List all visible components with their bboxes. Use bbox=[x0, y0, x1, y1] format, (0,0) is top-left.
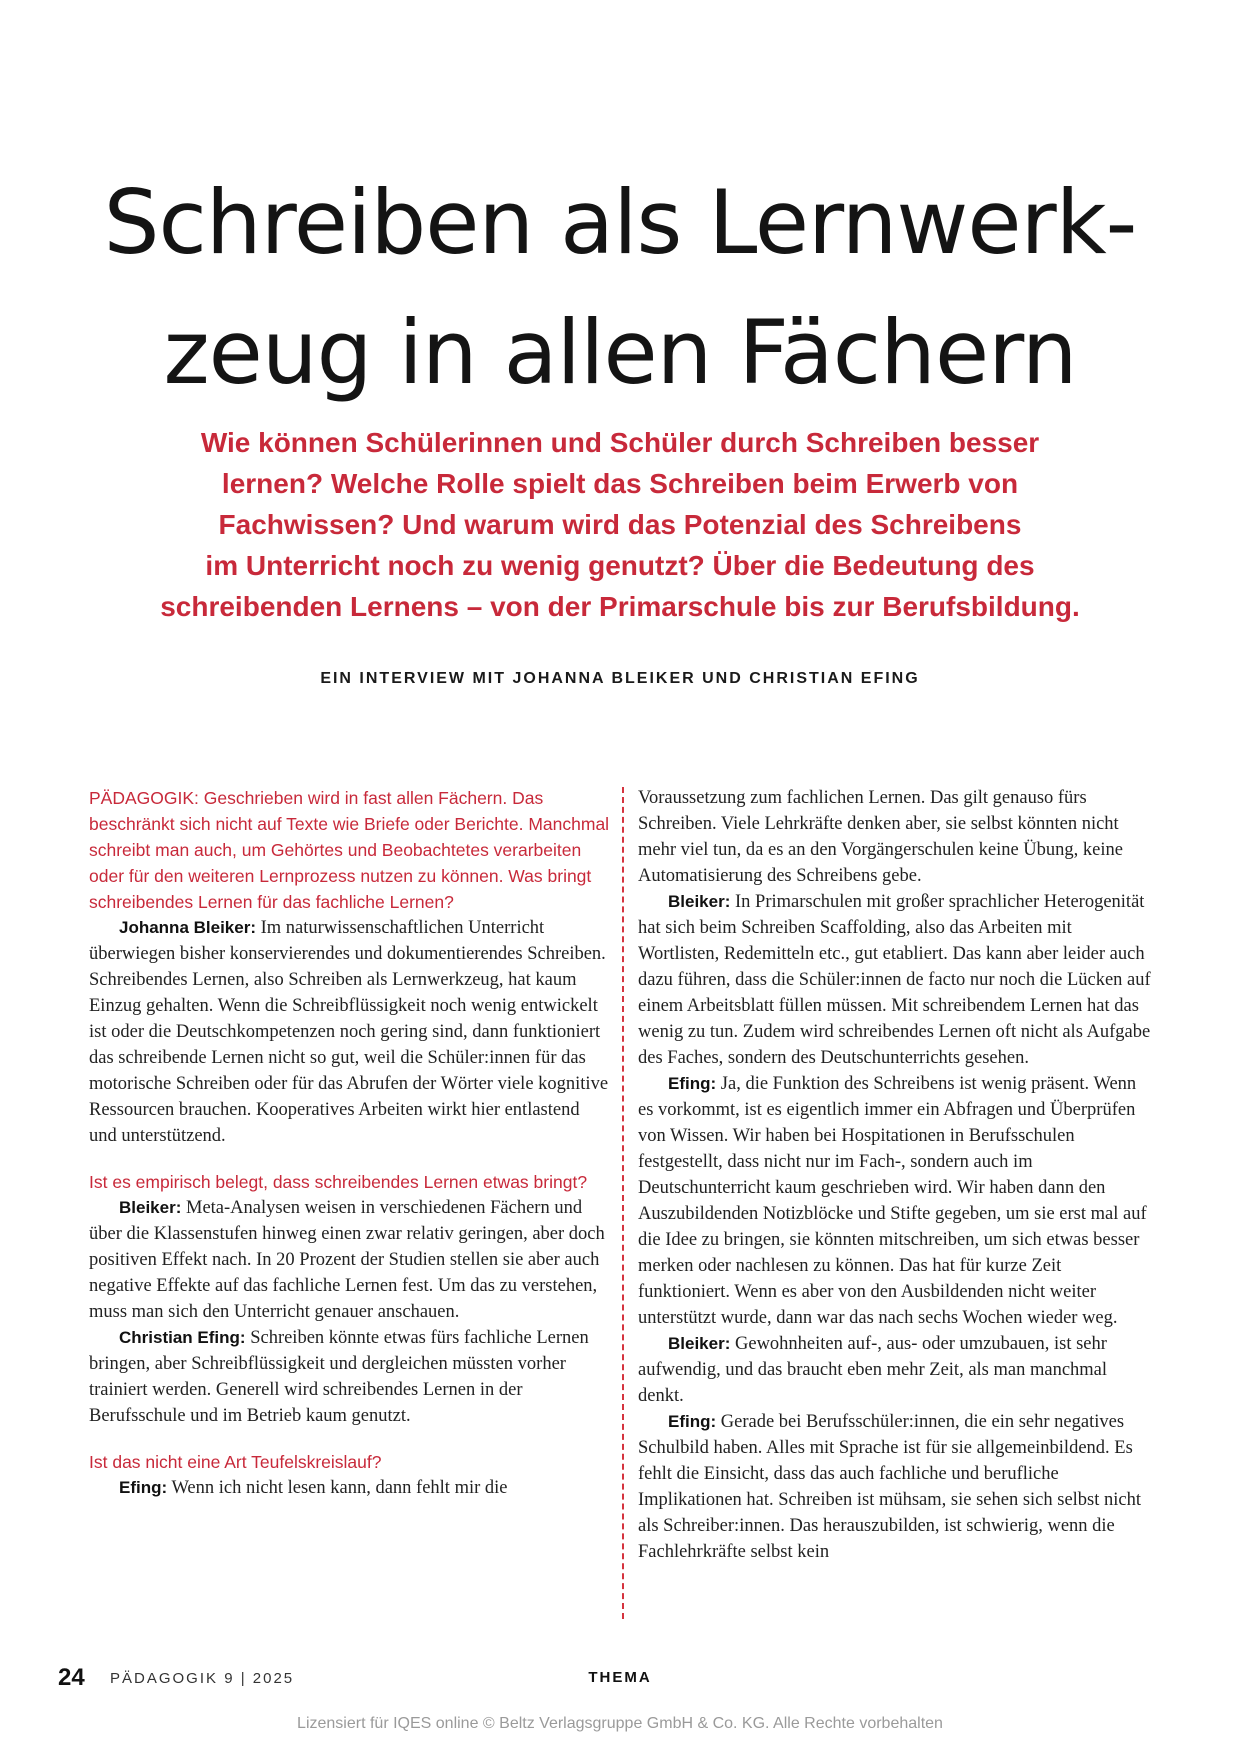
magazine-issue: PÄDAGOGIK 9 | 2025 bbox=[110, 1670, 295, 1687]
answer-text: In Primarschulen mit großer sprachlicher Heterogenität hat sich beim Schreiben Scaffolding, also das Arbeiten mit Wortlisten, Redemitteln etc., gut etabliert. Das kann aber leider auch dazu führen, dass die Schüler:innen de facto nur noch die Lücken auf einem Arbeitsblatt füllen müssen. Mit schreibendem Lernen hat das wenig zu tun. Zudem wird schreibendes Lernen oft nicht als Aufgabe des Faches, sondern des Deutschunterrichts gesehen. bbox=[638, 892, 1151, 1068]
answer-text: Gerade bei Berufsschüler:innen, die ein sehr negatives Schulbild haben. Alles mit Sprache ist für sie allgemeinbildend. Es fehlt die Einsicht, dass das auch fachliche und berufliche Implikationen hat. Schreiben ist mühsam, sie sehen sich selbst nicht als Schreiber:innen. Das herauszubilden, ist schwierig, wenn die Fachlehrkräfte selbst kein bbox=[638, 1412, 1142, 1562]
speaker-name: Efing: bbox=[668, 1074, 717, 1093]
page-number: 24 bbox=[58, 1664, 85, 1691]
interview-answer bbox=[89, 1475, 611, 1501]
speaker-name: Efing: bbox=[119, 1478, 168, 1497]
speaker-name: Bleiker: bbox=[668, 1334, 731, 1353]
answer-text: Gewohnheiten auf-, aus- oder umzubauen, ist sehr aufwendig, und das braucht eben mehr Zeit, als man manchmal denkt. bbox=[638, 1334, 1108, 1406]
interview-answer bbox=[638, 1071, 1153, 1331]
lead-line: Fachwissen? Und warum wird das Potenzial des Schreibens bbox=[218, 509, 1022, 540]
answer-text: Wenn ich nicht lesen kann, dann fehlt mir die bbox=[167, 1478, 508, 1498]
lead-line: Wie können Schülerinnen und Schüler durch Schreiben besser bbox=[200, 427, 1040, 458]
interview-question: PÄDAGOGIK: Geschrieben wird in fast allen Fächern. Das beschränkt sich nicht auf Texte wie Briefe oder Berichte. Manchmal schreibt man auch, um Gehörtes und Beobachtetes verarbeiten oder für den weiteren Lernprozess nutzen zu können. Was bringt schreibendes Lernen für das fachliche Lernen? bbox=[89, 788, 610, 912]
lead-line: schreibenden Lernens – von der Primarschule bis zur Berufsbildung. bbox=[160, 591, 1080, 622]
lead-paragraph bbox=[90, 422, 1150, 627]
article-title bbox=[0, 158, 1240, 418]
interview-answer: Voraussetzung zum fachlichen Lernen. Das gilt genauso fürs Schreiben. Viele Lehrkräfte denken aber, sie selbst könnten nicht mehr viel tun, da es an den Vorgängerschulen keine Übung, keine Automatisierung des Schreibens gebe. bbox=[638, 788, 1123, 886]
interview-question: Ist es empirisch belegt, dass schreibendes Lernen etwas bringt? bbox=[89, 1172, 588, 1192]
answer-text: Schreiben könnte etwas fürs fachliche Lernen bringen, aber Schreibflüssigkeit und dergleichen müssten vorher trainiert werden. Generell wird schreibendes Lernen in der Berufsschule und im Betrieb kaum genutzt. bbox=[89, 1328, 589, 1426]
license-notice: Lizensiert für IQES online © Beltz Verlagsgruppe GmbH & Co. KG. Alle Rechte vorbehalten bbox=[297, 1715, 943, 1732]
interview-answer bbox=[89, 1325, 611, 1429]
speaker-name: Efing: bbox=[668, 1412, 717, 1431]
title-line-1: Schreiben als Lernwerk- bbox=[103, 171, 1137, 274]
interview-answer bbox=[638, 1331, 1153, 1409]
answer-text: Im naturwissenschaftlichen Unterricht überwiegen bisher konservierendes und dokumentierendes Schreiben. Schreibendes Lernen, also Schreiben als Lernwerkzeug, hat kaum Einzug gehalten. Wenn die Schreibflüssigkeit noch wenig entwickelt ist oder die Deutschkompetenzen noch gering sind, dann funktioniert das schreibende Lernen nicht so gut, weil die Schüler:innen für das motorische Schreiben oder für das Abrufen der Wörter viele kognitive Ressourcen brauchen. Kooperatives Arbeiten wirkt hier entlastend und unterstützend. bbox=[89, 918, 609, 1146]
answer-text: Meta-Analysen weisen in verschiedenen Fächern und über die Klassenstufen hinweg einen zwar relativ geringen, aber doch positiven Effekt nach. In 20 Prozent der Studien stellen sie aber auch negative Effekte auf das fachliche Lernen fest. Um das zu verstehen, muss man sich den Unterricht genauer anschauen. bbox=[89, 1198, 605, 1322]
interview-answer bbox=[638, 1409, 1153, 1565]
answer-text: Ja, die Funktion des Schreibens ist wenig präsent. Wenn es vorkommt, ist es eigentlich immer ein Abfragen und Überprüfen von Wissen. Wir haben bei Hospitationen in Berufsschulen festgestellt, dass nicht nur im Fach-, sondern auch im Deutschunterricht kaum geschrieben wird. Wir haben dann den Auszubildenden Notizblöcke und Stifte gegeben, um sie erst mal auf die Idee zu bringen, sie könnten mitschreiben, um sich etwas besser merken oder nachlesen zu können. Das hat für kurze Zeit funktioniert. Wenn es aber von den Ausbildenden nicht weiter unterstützt wurde, dann war das nach sechs Wochen wieder weg. bbox=[638, 1074, 1147, 1328]
right-column bbox=[638, 785, 1153, 1565]
speaker-name: Johanna Bleiker: bbox=[119, 918, 256, 937]
speaker-name: Bleiker: bbox=[119, 1198, 182, 1217]
interview-answer bbox=[89, 915, 611, 1149]
interview-question: Ist das nicht eine Art Teufelskreislauf? bbox=[89, 1452, 382, 1472]
speaker-name: Christian Efing: bbox=[119, 1328, 246, 1347]
left-column bbox=[89, 785, 611, 1501]
section-label: THEMA bbox=[588, 1669, 652, 1686]
lead-line: lernen? Welche Rolle spielt das Schreiben beim Erwerb von bbox=[221, 468, 1019, 499]
interview-answer bbox=[638, 889, 1153, 1071]
speaker-name: Bleiker: bbox=[668, 892, 731, 911]
lead-line: im Unterricht noch zu wenig genutzt? Über die Bedeutung des bbox=[205, 550, 1035, 581]
interview-answer bbox=[89, 1195, 611, 1325]
title-line-2: zeug in allen Fächern bbox=[163, 301, 1077, 404]
byline: EIN INTERVIEW MIT JOHANNA BLEIKER UND CHRISTIAN EFING bbox=[320, 670, 920, 687]
column-divider bbox=[622, 787, 624, 1619]
